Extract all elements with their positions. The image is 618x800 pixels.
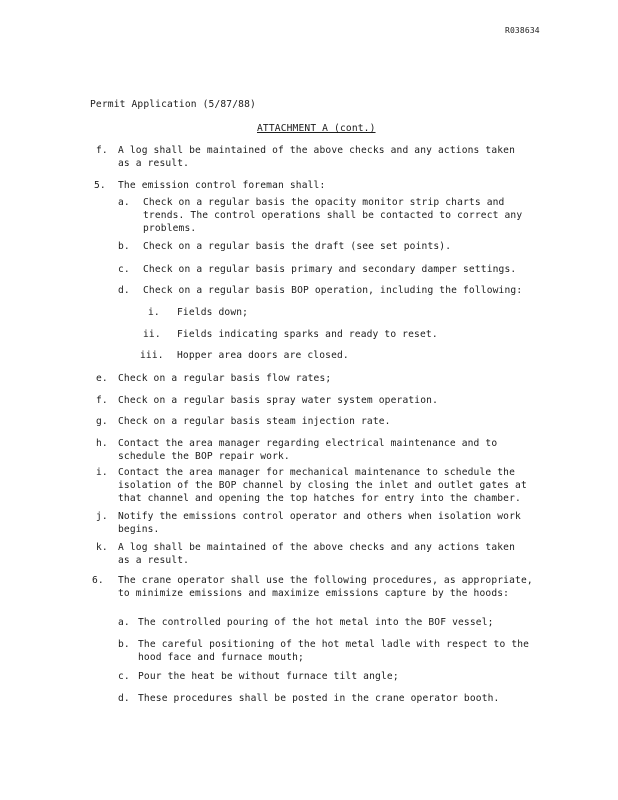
item-text: Check on a regular basis spray water system operation. <box>118 395 438 406</box>
item-number: f. <box>96 395 108 406</box>
item-text: Contact the area manager for mechanical maintenance to schedule the isolation of the BOP channel by closing the inlet and outlet gates at that channel and opening the top hatches for entry into the chamber. <box>118 467 527 504</box>
subitem-number: d. <box>118 285 130 296</box>
subitem-text: These procedures shall be posted in the crane operator booth. <box>138 693 500 704</box>
item-number: i. <box>96 467 108 478</box>
subitem-number: a. <box>118 617 130 628</box>
item-text: A log shall be maintained of the above checks and any actions taken as a result. <box>118 145 516 169</box>
item-text: A log shall be maintained of the above checks and any actions taken as a result. <box>118 542 516 566</box>
item-number: h. <box>96 438 108 449</box>
item-text: The emission control foreman shall: <box>118 180 326 191</box>
subitem-number: c. <box>118 264 130 275</box>
item-text: Notify the emissions control operator and others when isolation work begins. <box>118 511 521 535</box>
item-number: k. <box>96 542 108 553</box>
roman-number: iii. <box>140 350 164 361</box>
page-title: ATTACHMENT A (cont.) <box>257 123 376 134</box>
item-number: 6. <box>92 575 104 586</box>
subitem-number: b. <box>118 241 130 252</box>
subitem-text: The controlled pouring of the hot metal into the BOF vessel; <box>138 617 494 628</box>
roman-number: ii. <box>143 329 161 340</box>
subitem-text: Check on a regular basis the draft (see set points). <box>143 241 452 252</box>
roman-text: Fields down; <box>177 307 249 318</box>
roman-number: i. <box>148 307 160 318</box>
subitem-text: Pour the heat be without furnace tilt angle; <box>138 671 399 682</box>
subitem-text: Check on a regular basis the opacity monitor strip charts and trends. The control operations shall be contacted to correct any problems. <box>143 197 523 234</box>
item-number: j. <box>96 511 108 522</box>
subitem-text: Check on a regular basis primary and secondary damper settings. <box>143 264 517 275</box>
subitem-number: a. <box>118 197 130 208</box>
item-number: e. <box>96 373 108 384</box>
item-number: g. <box>96 416 108 427</box>
item-text: Check on a regular basis steam injection rate. <box>118 416 391 427</box>
item-number: 5. <box>94 180 106 191</box>
subitem-number: b. <box>118 639 130 650</box>
subitem-number: d. <box>118 693 130 704</box>
item-text: Contact the area manager regarding electrical maintenance and to schedule the BOP repair work. <box>118 438 498 462</box>
subitem-number: c. <box>118 671 130 682</box>
subitem-text: Check on a regular basis BOP operation, including the following: <box>143 285 523 296</box>
subitem-text: The careful positioning of the hot metal ladle with respect to the hood face and furnace mouth; <box>138 639 530 663</box>
item-text: The crane operator shall use the following procedures, as appropriate, to minimize emissions and maximize emissions capture by the hoods: <box>118 575 533 599</box>
document-id: R038634 <box>505 26 540 35</box>
item-number: f. <box>96 145 108 156</box>
page-header: Permit Application (5/87/88) <box>90 99 256 110</box>
roman-text: Fields indicating sparks and ready to reset. <box>177 329 438 340</box>
roman-text: Hopper area doors are closed. <box>177 350 349 361</box>
item-text: Check on a regular basis flow rates; <box>118 373 332 384</box>
